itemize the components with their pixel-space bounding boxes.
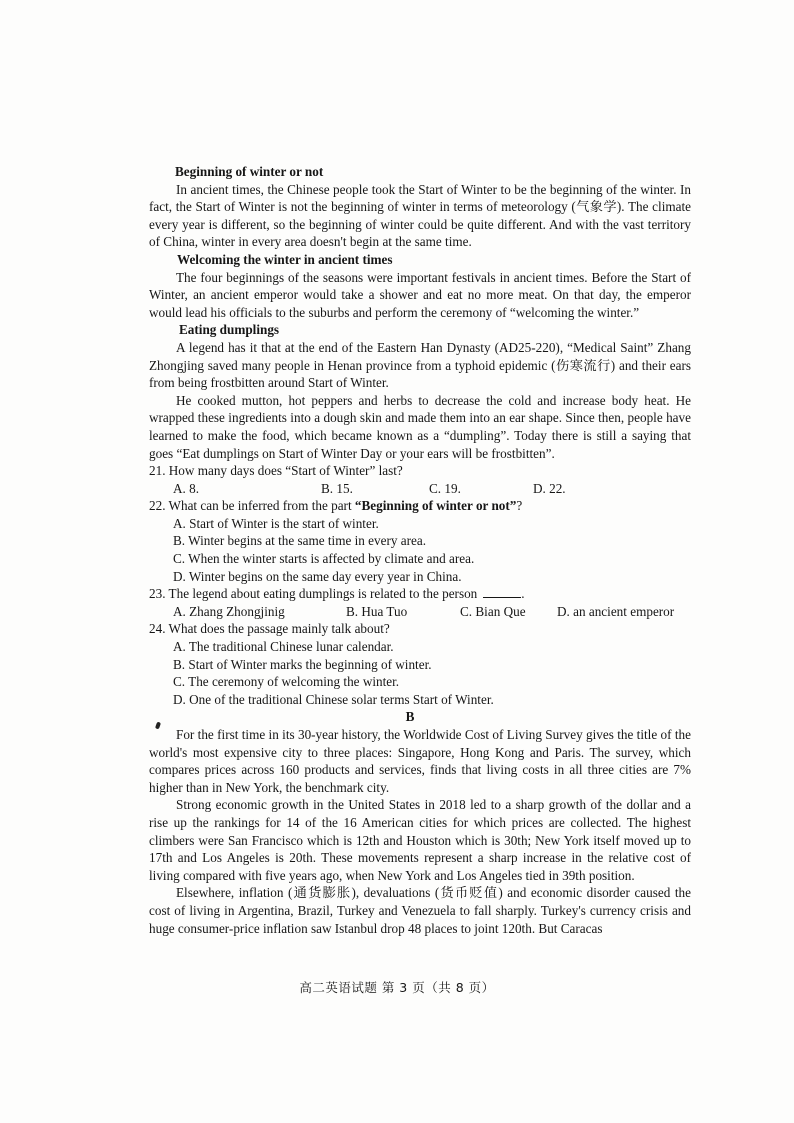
option-b[interactable]: B. Start of Winter marks the beginning of winter.: [173, 656, 432, 672]
paragraph: Elsewhere, inflation (通货膨胀), devaluations (货币贬值) and economic disorder caused the cost of living in Argentina, Brazil, Turkey and Venezuela to fall sharply. Turkey's currency crisis and huge consumer-price inflation saw Istanbul drop 48 places to joint 120th. But Caracas: [149, 885, 691, 936]
question-stem-end: ?: [516, 498, 523, 514]
section-letter-b: B: [405, 709, 415, 725]
question-21: [149, 462, 691, 497]
option-c[interactable]: C. When the winter starts is affected by climate and area.: [173, 551, 475, 567]
options-row: [149, 480, 691, 498]
option-a[interactable]: A. Start of Winter is the start of winter.: [173, 515, 379, 531]
answer-blank[interactable]: [483, 586, 521, 598]
option-d[interactable]: D. 22.: [533, 480, 566, 496]
question-stem: [149, 585, 691, 603]
question-24: [149, 620, 691, 708]
question-stem-text: 22. What can be inferred from the part: [149, 498, 355, 514]
question-stem-end: .: [521, 586, 525, 602]
question-stem-text: 23. The legend about eating dumplings is related to the person: [149, 586, 478, 602]
question-22: [149, 497, 691, 585]
option-d[interactable]: D. One of the traditional Chinese solar terms Start of Winter.: [173, 691, 494, 707]
option-a[interactable]: A. 8.: [173, 480, 200, 496]
page-footer: 高二英语试题 第 3 页（共 8 页）: [299, 980, 495, 995]
option-b[interactable]: B. Winter begins at the same time in every area.: [173, 533, 426, 549]
option-d[interactable]: D. Winter begins on the same day every year in China.: [173, 568, 462, 584]
question-stem-quote: “Beginning of winter or not”: [354, 498, 517, 514]
paragraph: He cooked mutton, hot peppers and herbs to decrease the cold and increase body heat. He wrapped these ingredients into a dough skin and made them into an ear shape. Since then, people have learned to make the food, which became known as a “dumpling”. Today there is still a saying that goes “Eat dumplings on Start of Winter Day or your ears will be frostbitten”.: [149, 392, 691, 461]
option-a[interactable]: A. Zhang Zhongjinig: [173, 603, 285, 619]
paragraph: In ancient times, the Chinese people took the Start of Winter to be the beginning of the winter. In fact, the Start of Winter is not the beginning of winter in terms of meteorology (气象学). The climate every year is different, so the beginning of winter could be quite different. And with the vast territory of China, winter in every area doesn't begin at the same time.: [149, 181, 691, 250]
question-23: [149, 585, 691, 620]
option-c[interactable]: C. Bian Que: [460, 603, 526, 619]
option-a[interactable]: A. The traditional Chinese lunar calendar.: [173, 639, 394, 655]
option-b[interactable]: B. 15.: [321, 480, 353, 496]
question-stem: 24. What does the passage mainly talk about?: [149, 621, 390, 637]
paragraph: For the first time in its 30-year history, the Worldwide Cost of Living Survey gives the title of the world's most expensive city to three places: Singapore, Hong Kong and Paris. The survey, which compares prices across 160 products and services, finds that living costs in all three cities are 7% higher than in New York, the benchmark city.: [149, 727, 691, 795]
paragraph: Strong economic growth in the United States in 2018 led to a sharp growth of the dollar and a rise up the rankings for 14 of the 16 American cities for which prices are collected. The highest climbers were San Francisco which is 12th and Houston which is 30th; New York itself moved up to 17th and Los Angeles is 20th. These movements represent a sharp increase in the relative cost of living compared with five years ago, when New York and Los Angeles tied in 39th position.: [149, 797, 691, 883]
option-c[interactable]: C. 19.: [429, 480, 461, 496]
question-stem: 21. How many days does “Start of Winter” last?: [149, 463, 403, 479]
option-b[interactable]: B. Hua Tuo: [346, 603, 408, 619]
page-content: [149, 163, 691, 937]
heading-welcoming-winter: Welcoming the winter in ancient times: [177, 251, 393, 267]
options-row: [149, 603, 691, 621]
paragraph: A legend has it that at the end of the Eastern Han Dynasty (AD25-220), “Medical Saint” Zhang Zhongjing saved many people in Henan province from a typhoid epidemic (伤寒流行) and their ears from being frostbitten around Start of Winter.: [149, 339, 691, 391]
heading-eating-dumplings: Eating dumplings: [179, 322, 280, 338]
option-c[interactable]: C. The ceremony of welcoming the winter.: [173, 674, 400, 690]
heading-beginning-of-winter: Beginning of winter or not: [175, 164, 324, 179]
paragraph: The four beginnings of the seasons were important festivals in ancient times. Before the Start of Winter, an ancient emperor would take a shower and eat no more meat. On that day, the emperor would lead his officials to the suburbs and perform the ceremony of “welcoming the winter.”: [149, 269, 691, 320]
option-d[interactable]: D. an ancient emperor: [557, 603, 675, 619]
question-stem: [149, 497, 691, 515]
